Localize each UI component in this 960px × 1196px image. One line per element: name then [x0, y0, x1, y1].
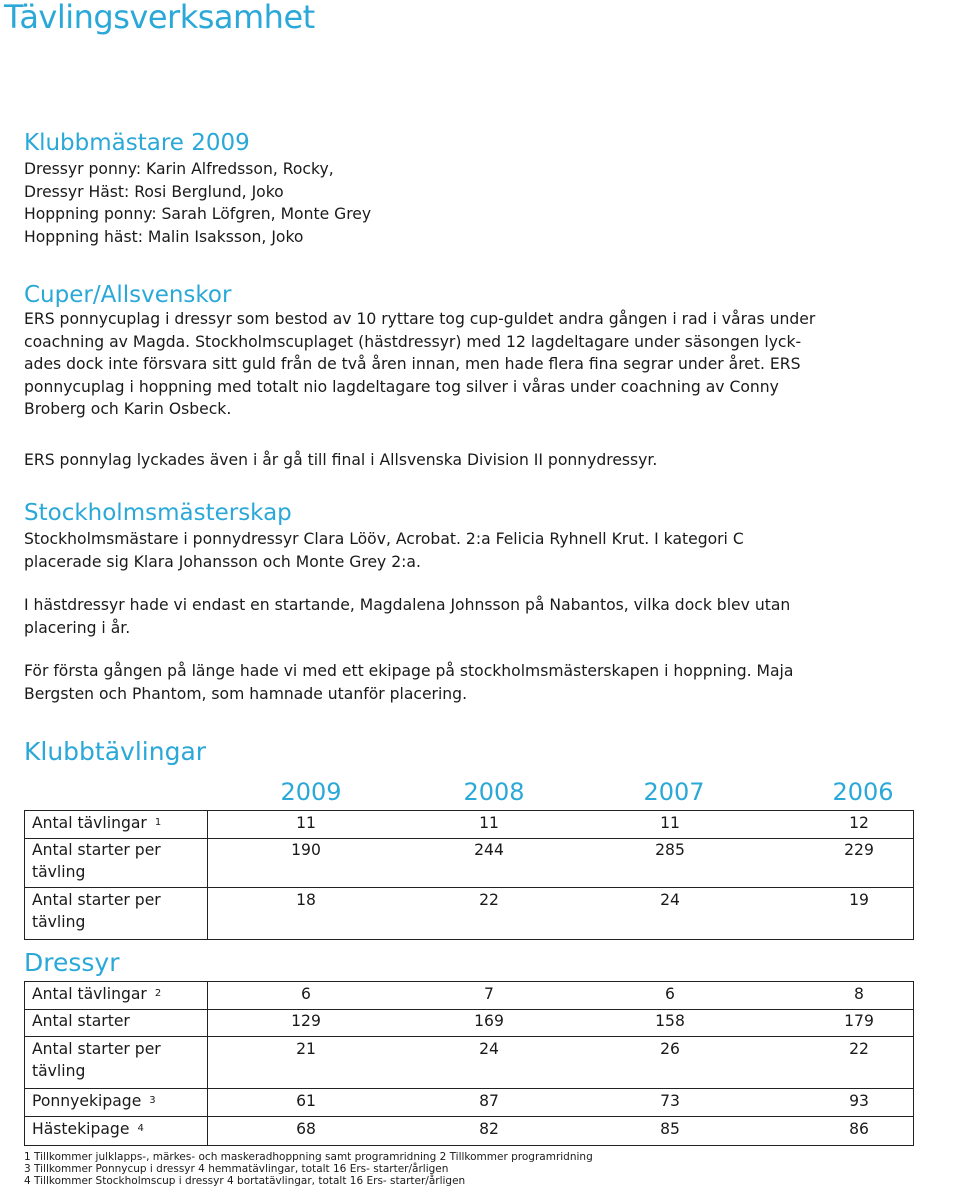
table-column-divider [207, 981, 208, 1146]
table-cell: 179 [844, 1012, 874, 1030]
klubbmastare-line: Hoppning ponny: Sarah Löfgren, Monte Grey [24, 205, 372, 223]
klubbmastare-line: Dressyr Häst: Rosi Berglund, Joko [24, 182, 284, 201]
year-headers [0, 778, 960, 808]
sm-paragraph-2 [24, 594, 954, 639]
table-cell: 285 [655, 841, 685, 859]
paragraph-line: För första gången på länge hade vi med ett ekipage på stockholmsmästerskapen i hoppning. Maja [24, 662, 794, 680]
row-label: Antal starter per tävling [32, 841, 161, 881]
paragraph-line: ERS ponnycuplag i dressyr som bestod av 10 ryttare tog cup-guldet andra gången i rad i våras under [24, 310, 816, 328]
table-border-right [913, 981, 914, 1146]
row-label: Hästekipage $^4$ [32, 1120, 144, 1138]
table-row [24, 1117, 914, 1146]
klubbmastare-line: Hoppning häst: Malin Isaksson, Joko [24, 227, 304, 246]
table-cell: 7 [484, 985, 494, 1003]
paragraph-line: I hästdressyr hade vi endast en startande, Magdalena Johnsson på Nabantos, vilka dock blev utan [24, 596, 791, 614]
table-cell: 85 [660, 1120, 680, 1138]
table-cell: 11 [296, 814, 316, 832]
table-border-left [24, 981, 25, 1146]
table-cell: 6 [301, 985, 311, 1003]
table-cell: 22 [479, 891, 499, 909]
table-cell: 24 [660, 891, 680, 909]
section-heading-klubbmastare: Klubbmästare 2009 [24, 130, 250, 156]
section-heading-dressyr: Dressyr [24, 948, 120, 977]
table-cell: 169 [474, 1012, 504, 1030]
table-cell: 129 [291, 1012, 321, 1030]
footnote: 3 Tillkommer Ponnycup i dressyr 4 hemmatävlingar, totalt 16 Ers- starter/årligen [24, 1163, 449, 1175]
table-row [24, 888, 914, 940]
row-label: Ponnyekipage $^3$ [32, 1092, 156, 1110]
year-header: 2006 [832, 778, 894, 806]
sm-paragraph-1 [24, 528, 954, 573]
paragraph-line: Broberg och Karin Osbeck. [24, 400, 232, 418]
table-cell: 6 [665, 985, 675, 1003]
table-cell: 19 [849, 891, 869, 909]
table-row [24, 1009, 914, 1037]
table-cell: 26 [660, 1040, 680, 1058]
cuper-paragraph-2 [24, 449, 954, 472]
row-label: Antal tävlingar $^2$ [32, 985, 162, 1003]
paragraph-line: Bergsten och Phantom, som hamnade utanför placering. [24, 684, 468, 703]
year-header: 2007 [643, 778, 705, 806]
table-cell: 244 [474, 841, 504, 859]
table-cell: 11 [479, 814, 499, 832]
table-cell: 21 [296, 1040, 316, 1058]
paragraph-line: placerade sig Klara Johansson och Monte Grey 2:a. [24, 552, 421, 571]
footnote: 4 Tillkommer Stockholmscup i dressyr 4 bortatävlingar, totalt 16 Ers- starter/årligen [24, 1175, 466, 1187]
paragraph-line: ponnycuplag i hoppning med totalt nio lagdeltagare tog silver i våras under coachning av Conny [24, 377, 779, 396]
row-label: Antal starter per tävling [32, 1040, 161, 1080]
table-border-right [913, 810, 914, 940]
paragraph-line: placering i år. [24, 618, 131, 637]
table-border-left [24, 810, 25, 940]
table-row [24, 810, 914, 839]
table-cell: 8 [854, 985, 864, 1003]
row-label: Antal tävlingar $^1$ [32, 814, 162, 832]
paragraph-line: ades dock inte försvara sitt guld från de två åren innan, men hade flera fina segrar under året. ERS [24, 355, 801, 373]
paragraph-line: ERS ponnylag lyckades även i år gå till final i Allsvenska Division II ponnydressyr. [24, 451, 658, 469]
paragraph-line: coachning av Magda. Stockholmscuplaget (hästdressyr) med 12 lagdeltagare under säsongen lyck- [24, 332, 802, 351]
table-cell: 82 [479, 1120, 499, 1138]
page-title: Tävlingsverksamhet [4, 0, 315, 36]
table-row [24, 1089, 914, 1117]
table-column-divider [207, 810, 208, 940]
year-header: 2009 [280, 778, 342, 806]
table-cell: 93 [849, 1092, 869, 1110]
table-cell: 190 [291, 841, 321, 859]
table-cell: 12 [849, 814, 869, 832]
footnote: 1 Tillkommer julklapps-, märkes- och maskeradhoppning samt programridning 2 Tillkommer programridning [24, 1151, 593, 1163]
table-cell: 24 [479, 1040, 499, 1058]
year-header: 2008 [463, 778, 525, 806]
section-heading-klubbtavlingar: Klubbtävlingar [24, 737, 207, 766]
paragraph-line: Stockholmsmästare i ponnydressyr Clara Lööv, Acrobat. 2:a Felicia Ryhnell Krut. I kategori C [24, 530, 744, 548]
table-cell: 18 [296, 891, 316, 909]
table-cell: 87 [479, 1092, 499, 1110]
row-label: Antal starter [32, 1012, 130, 1030]
table-cell: 61 [296, 1092, 316, 1110]
table-cell: 86 [849, 1120, 869, 1138]
klubbmastare-line: Dressyr ponny: Karin Alfredsson, Rocky, [24, 160, 334, 178]
table-cell: 11 [660, 814, 680, 832]
section-heading-sm: Stockholmsmästerskap [24, 500, 292, 526]
row-label: Antal starter per tävling [32, 891, 161, 931]
table-cell: 22 [849, 1040, 869, 1058]
table-row [24, 838, 914, 888]
table-cell: 158 [655, 1012, 685, 1030]
cuper-paragraph-1 [24, 308, 954, 421]
klubbmastare-list [24, 158, 954, 248]
table-cell: 68 [296, 1120, 316, 1138]
sm-paragraph-3 [24, 660, 954, 705]
table-cell: 229 [844, 841, 874, 859]
section-heading-cuper: Cuper/Allsvenskor [24, 282, 232, 308]
table-row [24, 981, 914, 1010]
table-cell: 73 [660, 1092, 680, 1110]
table-row [24, 1037, 914, 1089]
